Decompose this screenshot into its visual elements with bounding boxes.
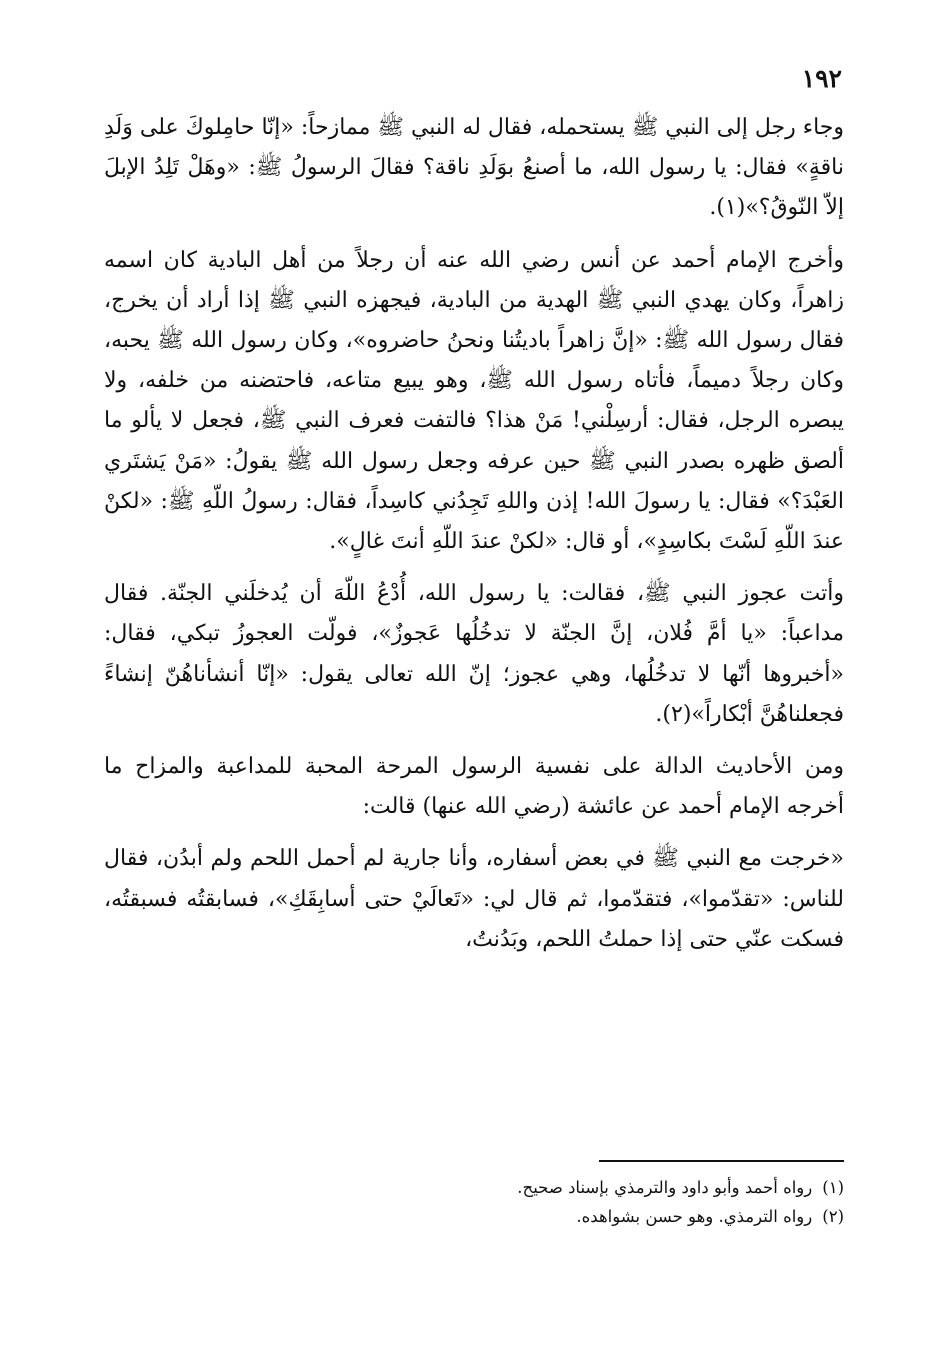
footnotes [104,1173,844,1231]
footnote-number: (١) [822,1178,844,1197]
paragraph-aisha-race: «خرجت مع النبي ﷺ في بعض أسفاره، وأنا جارية لم أحمل اللحم ولم أبدُن، فقال للناس: «تقدّموا»، فتقدّموا، ثم قال لي: «تَعالَيْ حتى أسابِقَكِ»، فسابقتُه فسبقتُه، فسكت عنّي حتى إذا حملتُ اللحم، وبَدُنتُ، [104,846,844,952]
footnote-divider [599,1160,844,1162]
footnote-number: (٢) [822,1207,844,1226]
paragraph-intro-aisha: ومن الأحاديث الدالة على نفسية الرسول المرحة المحبة للمداعبة والمزاح ما أخرجه الإمام أحمد عن عائشة (رضي الله عنها) قالت: [104,754,844,820]
footnote-text: رواه الترمذي. وهو حسن بشواهده. [576,1207,813,1226]
paragraph-camel-joke: وجاء رجل إلى النبي ﷺ يستحمله، فقال له النبي ﷺ ممازحاً: «إنّا حامِلوكَ على وَلَدِ ناقةٍ» فقال: يا رسول الله، ما أصنعُ بوَلَدِ ناقة؟ فقالَ الرسولُ ﷺ: «وهَلْ تَلِدُ الإبلَ إلاّ النّوقُ؟»(١). [104,115,844,221]
main-text [104,108,844,972]
paragraph-old-woman: وأتت عجوز النبي ﷺ، فقالت: يا رسول الله، أُدْعُ اللّهَ أن يُدخلَني الجنّة. فقال مداعباً: «يا أمَّ فُلان، إنَّ الجنّة لا تدخُلُها عَجوزٌ»، فولّت العجوزُ تبكي، فقال: «أخبروها أنّها لا تدخُلُها، وهي عجوز؛ إنّ الله تعالى يقول: «إنّا أنشأناهُنّ إنشاءً فجعلناهُنَّ أبْكاراً»(٢). [104,581,844,727]
footnote-item [104,1173,844,1202]
footnote-text: رواه أحمد وأبو داود والترمذي بإسناد صحيح. [517,1178,813,1197]
footnote-item [104,1202,844,1231]
page-number: ١٩٢ [801,64,842,93]
paragraph-zahir-story: وأخرج الإمام أحمد عن أنس رضي الله عنه أن رجلاً من أهل البادية كان اسمه زاهراً، وكان يهدي النبي ﷺ الهدية من البادية، فيجهزه النبي ﷺ إذا أراد أن يخرج، فقال رسول الله ﷺ: «إنَّ زاهراً باديتُنا ونحنُ حاضروه»، وكان رسول الله ﷺ يحبه، وكان رجلاً دميماً، فأتاه رسول الله ﷺ، وهو يبيع متاعه، فاحتضنه من خلفه، ولا يبصره الرجل، فقال: أرسِلْني! مَنْ هذا؟ فالتفت فعرف النبي ﷺ، فجعل لا يألو ما ألصق ظهره بصدر النبي ﷺ حين عرفه وجعل رسول الله ﷺ يقولُ: «مَنْ يَشتَري العَبْدَ؟» فقال: يا رسولَ الله! إذن واللهِ تَجِدُني كاسِداً، فقال: رسولُ اللّهِ ﷺ: «لكنْ عندَ اللّهِ لَسْتَ بكاسِدٍ»، أو قال: «لكنْ عندَ اللّهِ أنتَ غالٍ». [104,247,844,555]
